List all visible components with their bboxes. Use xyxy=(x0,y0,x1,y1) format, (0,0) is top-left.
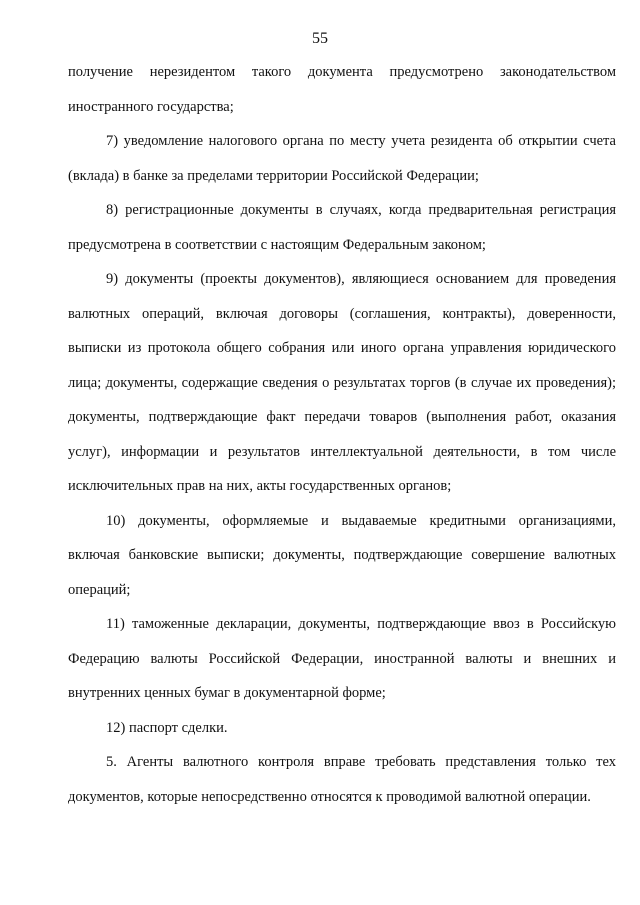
paragraph-item-12: 12) паспорт сделки. xyxy=(106,719,228,736)
paragraph-item-9: 9) документы (проекты документов), являющиеся основанием для проведения валютных операций, включая договоры (соглашения, контракты), доверенности, выписки из протокола общего собрания или иного органа управления юридического лица; документы, содержащие сведения о результатах торгов (в случае их проведения); документы, подтверждающие факт передачи товаров (выполнения работ, оказания услуг), информации и результатов интеллектуальной деятельности, в том числе исключительных прав на них, акты государственных органов; xyxy=(68,271,616,494)
paragraph-item-10: 10) документы, оформляемые и выдаваемые кредитными организациями, включая банковские выписки; документы, подтверждающие совершение валютных операций; xyxy=(68,512,616,598)
paragraph-item-8: 8) регистрационные документы в случаях, когда предварительная регистрация предусмотрена в соответствии с настоящим Федеральным законом; xyxy=(68,202,616,253)
paragraph-item-11: 11) таможенные декларации, документы, подтверждающие ввоз в Российскую Федерацию валюты Российской Федерации, иностранной валюты и внешних и внутренних ценных бумаг в документарной форме; xyxy=(68,616,616,701)
paragraph-section-5: 5. Агенты валютного контроля вправе требовать представления только тех документов, которые непосредственно относятся к проводимой валютной операции. xyxy=(68,754,616,805)
document-body xyxy=(68,55,616,814)
page-number: 55 xyxy=(312,30,328,47)
paragraph-item-7: 7) уведомление налогового органа по месту учета резидента об открытии счета (вклада) в банке за пределами территории Российской Федерации; xyxy=(68,133,616,184)
paragraph-continuation: получение нерезидентом такого документа предусмотрено законодательством иностранного государства; xyxy=(68,64,616,115)
